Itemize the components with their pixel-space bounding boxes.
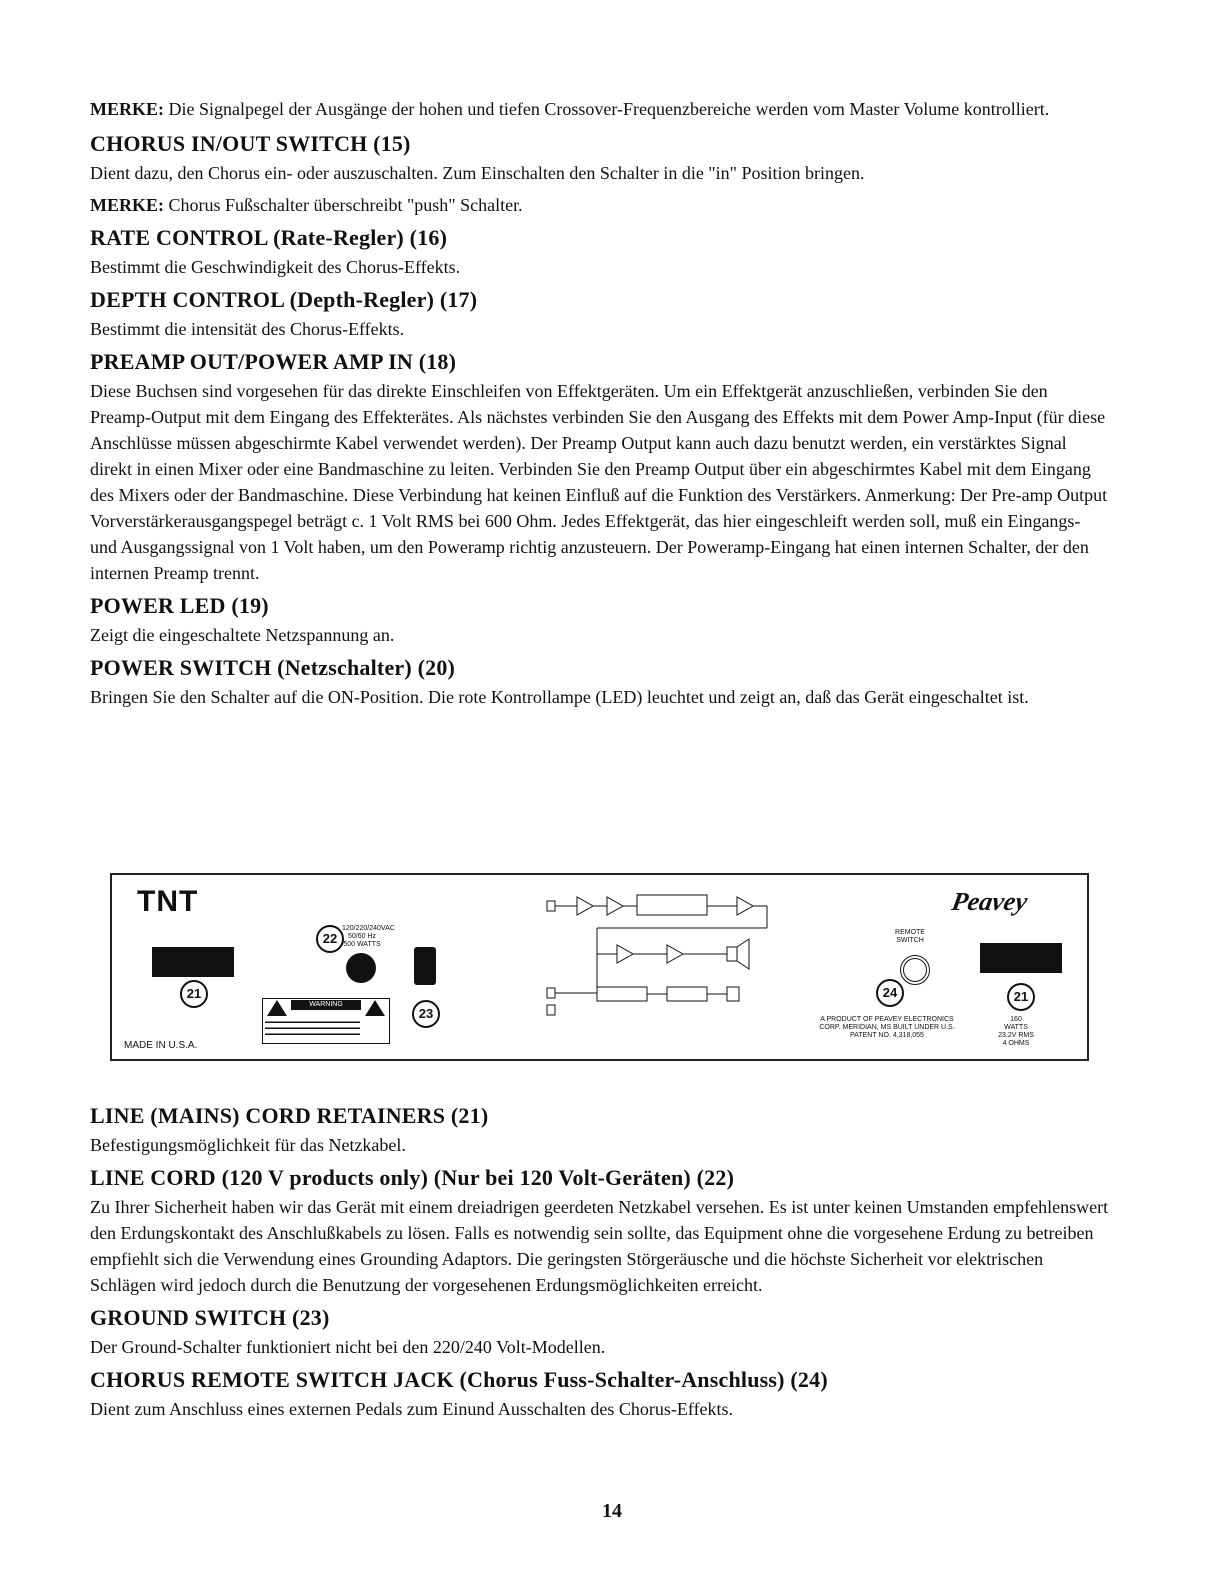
warning-label-box (262, 998, 390, 1044)
note-label: MERKE: (90, 99, 164, 119)
jack-input (547, 901, 555, 911)
section-title: CHORUS IN/OUT SWITCH (15) (90, 131, 411, 156)
ground-switch (414, 947, 436, 985)
section-title: LINE CORD (120 V products only) (Nur bei 120 Volt-Geräten) (22) (90, 1165, 735, 1190)
section-chorus-switch (90, 130, 1110, 218)
remote-switch-label: REMOTE SWITCH (895, 929, 925, 944)
preamp-stage (577, 897, 593, 915)
section-note (90, 192, 1110, 218)
section-ground-switch (90, 1304, 1110, 1360)
chorus-block (667, 987, 707, 1001)
chorus-bypass (727, 987, 739, 1001)
warning-title: WARNING (291, 1000, 361, 1010)
callout-24: 24 (876, 979, 904, 1007)
section-line-cord (90, 1164, 1110, 1298)
section-title: RATE CONTROL (Rate-Regler) (16) (90, 225, 448, 250)
intro-note (90, 96, 1110, 122)
gain-stage (607, 897, 623, 915)
callout-23: 23 (412, 1000, 440, 1028)
section-body: Zu Ihrer Sicherheit haben wir das Gerät mit einem dreiadrigen geerdeten Netzkabel versehen. Es ist unter keinen Umstanden empfehlenswert den Erdungskontakt des Anschlußkabels zu lösen. Falls es notwendig sein sollte, das Equipment ohne die vorgesehene Erdung zu betreiben empfiehlt sich die Verwendung eines Grounding Adaptors. Die geringsten Störgeräusche und die höchste Sicherheit vor elektrischen Schlägen wird jedoch durch die Benutzung der vorgesehenen Erdungsmöglichkeiten erreicht. (90, 1197, 1109, 1295)
section-body: Bestimmt die Geschwindigkeit des Chorus-Effekts. (90, 257, 461, 277)
jack-low-out (547, 1005, 555, 1015)
power-amp-stage (617, 945, 633, 963)
section-title: POWER LED (19) (90, 593, 269, 618)
section-title: GROUND SWITCH (23) (90, 1305, 330, 1330)
section-preamp-out (90, 348, 1110, 586)
section-title: CHORUS REMOTE SWITCH JACK (Chorus Fuss-Schalter-Anschluss) (24) (90, 1367, 828, 1392)
electronic-crossover (597, 987, 647, 1001)
section-body: Der Ground-Schalter funktioniert nicht bei den 220/240 Volt-Modellen. (90, 1337, 606, 1357)
cord-retainer-left (152, 947, 234, 977)
made-in-label: MADE IN U.S.A. (124, 1040, 198, 1051)
callout-22: 22 (316, 925, 344, 953)
power-rating-text: 120/220/240VAC 50/60 Hz 500 WATTS (342, 925, 395, 948)
eq-block (637, 895, 707, 915)
signal-flow-block-diagram (537, 883, 797, 1033)
section-body: Befestigungsmöglichkeit für das Netzkabel. (90, 1135, 406, 1155)
section-title: POWER SWITCH (Netzschalter) (20) (90, 655, 456, 680)
warning-fine-print: ▬▬▬▬▬▬▬▬▬▬▬▬▬▬▬▬▬▬▬ ▬▬▬▬▬▬▬▬▬▬▬▬▬▬▬▬▬▬▬ ▬▬▬▬▬▬▬▬▬▬▬▬▬▬▬▬▬▬▬ (265, 1019, 360, 1037)
section-body: Dient dazu, den Chorus ein- oder auszuschalten. Zum Einschalten den Schalter in die "in" Position bringen. (90, 163, 865, 183)
rear-panel-diagram (110, 873, 1089, 1061)
page-number: 14 (602, 1500, 622, 1522)
section-title: DEPTH CONTROL (Depth-Regler) (17) (90, 287, 478, 312)
section-body: Bringen Sie den Schalter auf die ON-Position. Die rote Kontrollampe (LED) leuchtet und zeigt an, daß das Gerät eingeschaltet ist. (90, 687, 1029, 707)
line-cord-jack (346, 953, 376, 983)
speaker-rating-text: 160 WATTS 23.2V RMS 4 OHMS (998, 1016, 1034, 1047)
note-text: Chorus Fußschalter überschreibt "push" Schalter. (164, 195, 523, 215)
note-text: Die Signalpegel der Ausgänge der hohen und tiefen Crossover-Frequenzbereiche werden vom Master Volume kontrolliert. (164, 99, 1050, 119)
post-gain-stage (737, 897, 753, 915)
callout-21-left: 21 (180, 980, 208, 1008)
note-label: MERKE: (90, 195, 164, 215)
callout-21-right: 21 (1007, 983, 1035, 1011)
section-chorus-remote (90, 1366, 1110, 1422)
section-title: PREAMP OUT/POWER AMP IN (18) (90, 349, 457, 374)
page-content (90, 96, 1110, 716)
speaker-icon (737, 939, 749, 969)
section-cord-retainers (90, 1102, 1110, 1158)
section-title: LINE (MAINS) CORD RETAINERS (21) (90, 1103, 489, 1128)
section-power-led (90, 592, 1110, 648)
peavey-logo: Peavey (949, 887, 1030, 916)
remote-switch-jack (900, 955, 930, 985)
section-body: Bestimmt die intensität des Chorus-Effekts. (90, 319, 405, 339)
product-info-text: A PRODUCT OF PEAVEY ELECTRONICS CORP. MERIDIAN, MS BUILT UNDER U.S. PATENT NO. 4,318,055 (819, 1016, 955, 1039)
brand-logo: TNT (137, 885, 199, 918)
section-power-switch (90, 654, 1110, 710)
section-body: Dient zum Anschluss eines externen Pedals zum Einund Ausschalten des Chorus-Effekts. (90, 1399, 734, 1419)
warning-triangle-left-icon (267, 1000, 287, 1016)
speaker-output (727, 947, 737, 961)
cord-retainer-right (980, 943, 1062, 973)
section-rate-control (90, 224, 1110, 280)
section-body: Zeigt die eingeschaltete Netzspannung an. (90, 625, 395, 645)
section-depth-control (90, 286, 1110, 342)
section-body: Diese Buchsen sind vorgesehen für das direkte Einschleifen von Effektgeräten. Um ein Effektgerät anzuschließen, verbinden Sie den Preamp-Output mit dem Eingang des Effekterätes. Als nächstes verbinden Sie den Ausgang des Effekts mit dem Power Amp-Input (für diese Anschlüsse müssen abgeschirmte Kabel verwendet werden). Der Preamp Output kann auch dazu benutzt werden, ein verstärktes Signal direkt in einen Mixer oder eine Bandmaschine zu leiten. Verbinden Sie den Preamp Output über ein abgeschirmtes Kabel mit dem Eingang des Mixers oder der Bandmaschine. Diese Verbindung hat keinen Einfluß auf die Funktion des Verstärkers. Anmerkung: Der Pre-amp Output Vorverstärkerausgangspegel beträgt c. 1 Volt RMS bei 600 Ohm. Jedes Effektgerät, das hier eingeschleift werden soll, muß ein Eingangs- und Ausgangssignal von 1 Volt haben, um den Poweramp richtig anzusteuern. Der Poweramp-Eingang hat einen internen Schalter, der den internen Preamp trennt. (90, 381, 1108, 583)
warning-triangle-right-icon (365, 1000, 385, 1016)
page-content-lower (90, 1102, 1110, 1428)
crossover-stage (667, 945, 683, 963)
jack-high-out (547, 988, 555, 998)
